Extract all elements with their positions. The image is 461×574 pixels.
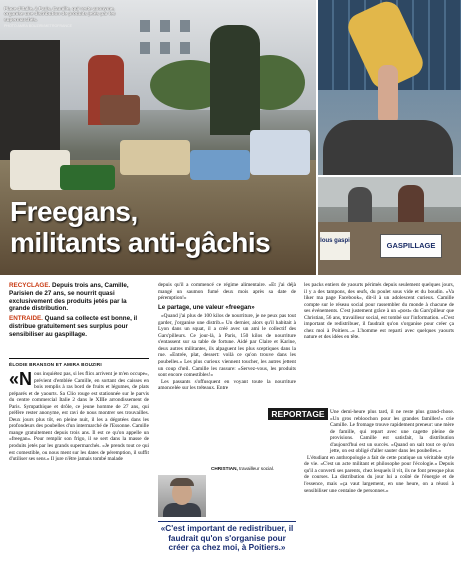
person-green (210, 25, 260, 135)
col1-paragraph: ous inquiétez pas, si les flics arrivent je m'en occupe», prévient d'emblée Camille, en sortant des caisses en bois remplis à ras bord de fruits et légumes, de plats préparés et de yaourts. Sa Clio rouge est stationnée sur le parvis du centre commercial Italie 2 dans le XIIIe arrondissement de Paris. Sympathique et drôle, ce jeune homme de 27 ans, qui préfère rester anonyme, est ravi de nous montrer ses trouvailles. Deux jours plus tôt, en pleine nuit, il les a dégotées dans les profondeurs des poubelles d'un intermarché de l'Essonne. Camille mange gratuitement depuis trois ans. Il est ce qu'on appelle un «freegan». Pour remplir son frigo, il se sert dans la masse de produits jetés par les grands supermarchés. «Je prends tout ce qui est comestible, ou nous ment sur les dates de péremption, il suffit d'utiliser ses sens.» Il jure n'être jamais tombé malade (9, 371, 149, 463)
window (140, 42, 150, 54)
article-column-1 (9, 371, 149, 571)
col3-paragraph-3: L'étudiant en anthropologie a fait de cette pratique un véritable style de vie. «C'est un acte militant et philosophe pour l'écologie.» Depuis qu'il a converti ses parents, chez lesquels il vit, ils ne font presque plus de courses. La distribution du jour lui a coûté de l'énergie et de l'essence, mais «ça vaut largement, en une heure, on a réussi à sensibiliser une centaine de personnes.» (304, 454, 454, 494)
window (180, 42, 190, 54)
window (140, 20, 150, 32)
gaspillage-sign: GASPILLAGE (380, 234, 442, 258)
portrait-cap (170, 478, 194, 486)
portrait-role: travailleur social. (237, 466, 275, 471)
food-item (100, 95, 140, 125)
col2-paragraph-3: Les passants s'offusquent en voyant toute la nourriture amoncelée sur les tréteaux. Entre (158, 378, 296, 392)
main-photo (0, 0, 316, 275)
window (160, 42, 170, 54)
lead-paragraph-1 (9, 282, 149, 313)
portrait-caption (211, 466, 295, 471)
photo-stand (318, 177, 461, 275)
food-item (120, 140, 190, 175)
headline (10, 196, 270, 258)
lead-text-2: Quand sa collecte est bonne, il distribue gratuitement ses surplus pour sensibiliser au gaspillage. (9, 315, 138, 338)
subheading: Le partage, une valeur «freegan» (158, 303, 255, 311)
food-item (60, 165, 115, 190)
background (318, 177, 461, 207)
person-dark (323, 120, 453, 175)
pull-quote: «C'est important de redistribuer, il faudrait qu'on s'organise pour créer ça chez moi, à Poitiers.» (158, 521, 296, 553)
headline-line2: militants anti-gâchis (10, 227, 271, 258)
reportage-label: REPORTAGE (268, 408, 328, 420)
col3-paragraph-2: Une demi-heure plus tard, il ne reste plus grand-chose. «Un gros rebloochon pour les grandes familles!» crie Camille. Le fromage trouve rapidement preneur: une mère de famille, qui repart avec une cagette pleine de provisions. Camille est satisfait, la distribution d'aujourd'hui est un succès. «Quand on sait tout ce qu'on jette, on est obligé d'aller sauter dans les poubelles.» (330, 409, 454, 455)
col2-paragraph-1: depuis qu'il a commencé ce régime alimentaire. «Et j'ai déjà mangé un saumon fumé deux mois après sa date de péremption!» (158, 282, 296, 302)
portrait-body (163, 503, 201, 517)
byline-rule (9, 358, 149, 359)
photo-credit: PHOTO AMRA BOUZIRI/METROFRANCE (4, 24, 73, 28)
col3-paragraph-1: les packs entiers de yaourts périmés depuis seulement quelques jours, il y a des tampons, des œufs, du poulet sous vide et du boudin. «Va liker ma page Facebook», dit-il à un adolescent curieux. Camille compte sur le réseau social pour rassembler du monde à chacune de ses événements. C'est justement grâce à un «post» du Gars'pilleur que Christian, 56 ans, travailleur social, est tombé sur l'information. «C'est important de redistribuer, il faudrait qu'on s'organise pour créer ça chez moi à Poitiers...» L'homme est reparti avec quelques yaourts nature et des idées en tête. (304, 282, 454, 341)
lead-text-1: Depuis trois ans, Camille, Parisien de 27 ans, se nourrit quasi exclusivement des produits jetés par la grande distribution. (9, 282, 129, 313)
hand (378, 65, 398, 125)
lead-summary (9, 282, 149, 341)
article-column-2 (158, 282, 296, 464)
sign-small: lous gaspi (320, 232, 350, 260)
food-item (190, 150, 250, 180)
photo-caption: Place d'Italie, à Paris, Camille, qui reste anonyme, organise une distribution de produits jetés par les supermarchés. (4, 6, 116, 22)
window (180, 20, 190, 32)
portrait-photo (158, 475, 206, 517)
portrait-name: CHRISTIAN, (211, 466, 238, 471)
food-item (250, 130, 310, 175)
drop-quote: «N (9, 371, 33, 389)
window (160, 20, 170, 32)
byline: ÉLODIE BRANSON ET AMIRA BOUZIRI (9, 362, 102, 367)
headline-line1: Freegans, (10, 196, 138, 227)
keyword-entraide: ENTRAIDE. (9, 315, 43, 323)
keyword-recyclage: RECYCLAGE. (9, 282, 51, 289)
col2-paragraph-2: «Quand j'ai plus de 100 kilos de nourriture, je ne peux pas tout garder, j'organise une distrib.» Un dernier, alors qu'il habitait à Lyon dans un squat, il a créé avec un ami le collectif des Gars'pilleurs. Ce jour-là, à Paris, 150 kilos de nourriture s'entassent sur sa table de fortune. Aidé par Claire et Karine, deux autres militantes, ils alpaguent les plus sceptiques dans la rue. «Entrée, plat, dessert: voilà ce qu'on trouve dans les poubelles.» Les plus curieux viennent toucher, les autres jettent un coup d'œil. Camille les rassure: «Servez-vous, les produits sont encore comestibles!» (158, 313, 296, 379)
article-column-3-bottom (304, 409, 454, 571)
photo-bread (318, 0, 461, 175)
lead-paragraph-2 (9, 315, 149, 338)
article-column-3-top (304, 282, 454, 408)
